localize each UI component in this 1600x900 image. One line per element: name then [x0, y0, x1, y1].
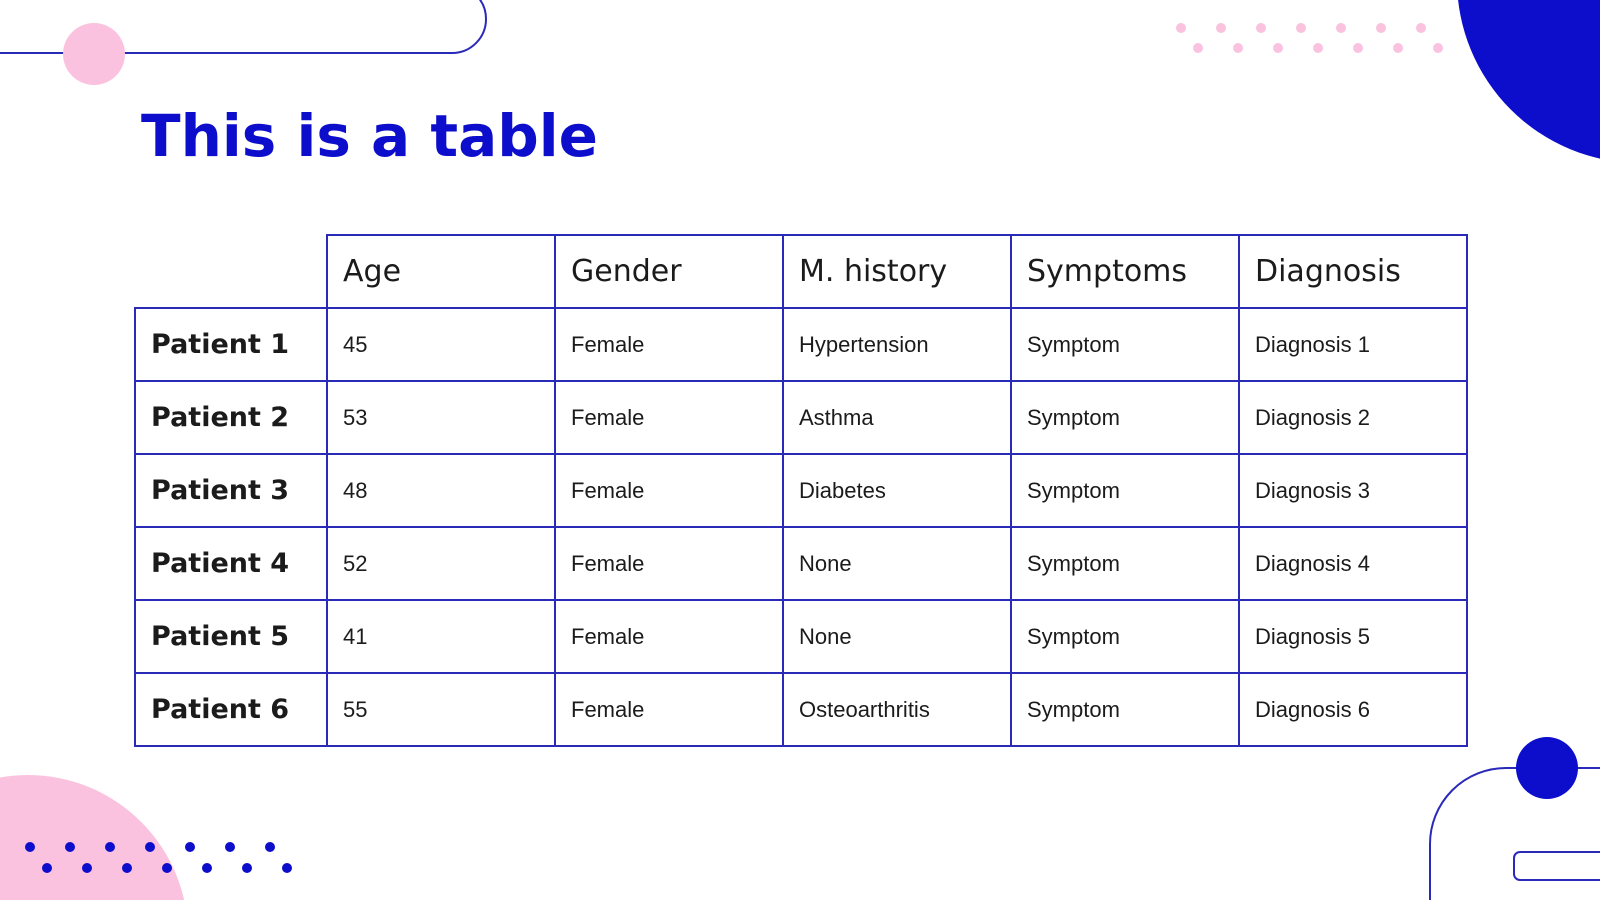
bottom-left-pink-circle: [0, 775, 188, 900]
table-cell: 41: [327, 600, 555, 673]
row-header: Patient 6: [135, 673, 327, 746]
table-cell: Osteoarthritis: [783, 673, 1011, 746]
table-cell: Diagnosis 2: [1239, 381, 1467, 454]
table-row: [135, 308, 1467, 381]
column-header: Age: [327, 235, 555, 308]
table-row: [135, 454, 1467, 527]
table-cell: 53: [327, 381, 555, 454]
table-cell: Female: [555, 673, 783, 746]
table-cell: Asthma: [783, 381, 1011, 454]
table-cell: Symptom: [1011, 308, 1239, 381]
table-cell: Diabetes: [783, 454, 1011, 527]
top-right-blue-circle: [1457, 0, 1600, 163]
table-cell: Diagnosis 6: [1239, 673, 1467, 746]
table-cell: Female: [555, 308, 783, 381]
table-corner-cell: [135, 235, 327, 308]
patient-table: [134, 234, 1468, 747]
row-header: Patient 2: [135, 381, 327, 454]
table-cell: Symptom: [1011, 673, 1239, 746]
row-header: Patient 1: [135, 308, 327, 381]
top-left-pink-circle: [63, 23, 125, 85]
table-row: [135, 527, 1467, 600]
table-cell: None: [783, 527, 1011, 600]
table-cell: Diagnosis 5: [1239, 600, 1467, 673]
top-right-pink-dot-grid: [1176, 23, 1443, 53]
column-header: Gender: [555, 235, 783, 308]
table-cell: Female: [555, 527, 783, 600]
table-cell: Female: [555, 600, 783, 673]
table-cell: Hypertension: [783, 308, 1011, 381]
column-header: Diagnosis: [1239, 235, 1467, 308]
table-header-row: [135, 235, 1467, 308]
bottom-right-outline-bar: [1514, 852, 1600, 880]
table-cell: Symptom: [1011, 454, 1239, 527]
column-header: Symptoms: [1011, 235, 1239, 308]
table-cell: 52: [327, 527, 555, 600]
column-header: M. history: [783, 235, 1011, 308]
table-row: [135, 600, 1467, 673]
bottom-right-blue-circle: [1516, 737, 1578, 799]
patient-table-wrapper: [134, 234, 1468, 747]
table-cell: Diagnosis 3: [1239, 454, 1467, 527]
table-cell: Diagnosis 1: [1239, 308, 1467, 381]
table-cell: Symptom: [1011, 600, 1239, 673]
table-cell: 55: [327, 673, 555, 746]
table-cell: Symptom: [1011, 527, 1239, 600]
row-header: Patient 4: [135, 527, 327, 600]
table-cell: Female: [555, 381, 783, 454]
slide-title: This is a table: [141, 102, 598, 170]
table-cell: 45: [327, 308, 555, 381]
table-row: [135, 381, 1467, 454]
table-cell: Diagnosis 4: [1239, 527, 1467, 600]
table-cell: Symptom: [1011, 381, 1239, 454]
row-header: Patient 3: [135, 454, 327, 527]
table-cell: None: [783, 600, 1011, 673]
row-header: Patient 5: [135, 600, 327, 673]
table-row: [135, 673, 1467, 746]
table-cell: 48: [327, 454, 555, 527]
table-cell: Female: [555, 454, 783, 527]
